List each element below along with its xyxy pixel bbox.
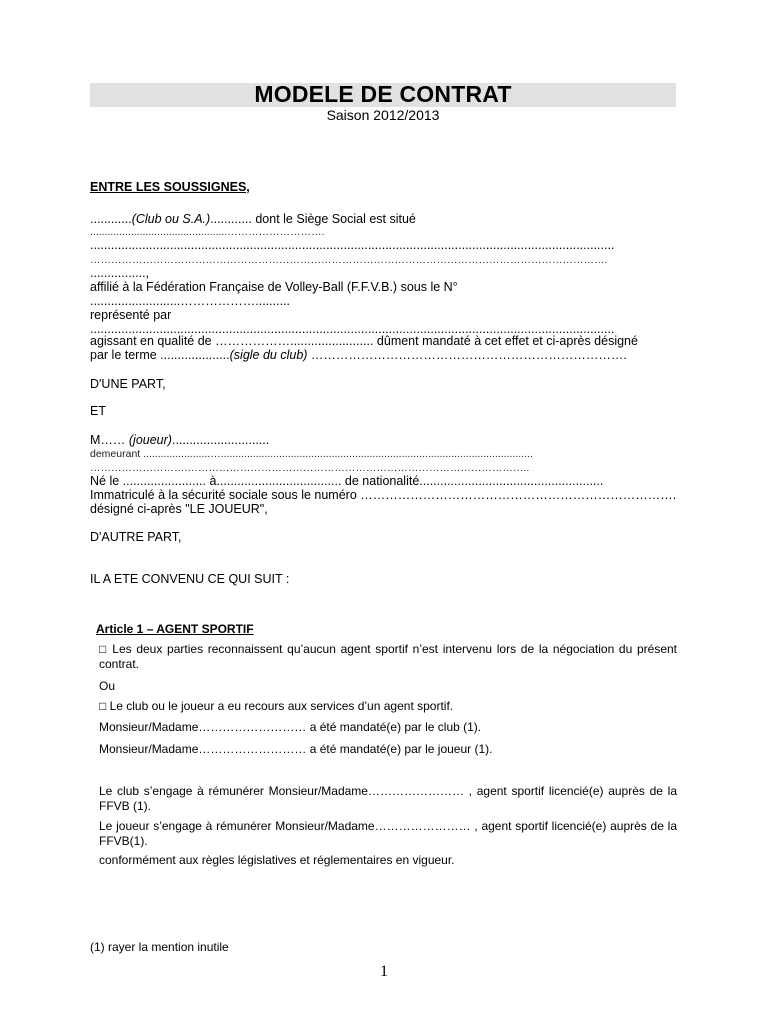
document-title: MODELE DE CONTRAT (254, 81, 512, 107)
term-prefix: par le terme .................... (90, 348, 230, 362)
affiliation-dots: ..........................……………….......... (90, 294, 291, 308)
acronym-placeholder: (sigle du club) (229, 348, 308, 362)
affiliation-text: affilié à la Fédération Française de Volley-Ball (F.F.V.B.) sous le N° (90, 280, 458, 294)
represented-dots: ....................................................................................................................................................... (90, 322, 615, 336)
residence-dots: ……………………….…………………………………………………………………………………….. (90, 462, 530, 474)
club-seat-text: ............ dont le Siège Social est situé (210, 212, 416, 226)
and-label: ET (90, 404, 106, 418)
season-subtitle: Saison 2012/2013 (326, 107, 440, 123)
agent-mandated-by-club: Monsieur/Madame……………………… a été mandaté(e) par le club (1). (99, 720, 482, 734)
or-label: Ou (99, 679, 116, 693)
page-number: 1 (380, 963, 388, 980)
club-pays-agent: Le club s’engage à rémunérer Monsieur/Madame…………………… , agent sportif licencié(e) auprès de la FFVB (1). (99, 784, 677, 813)
article-1-heading: Article 1 – AGENT SPORTIF (96, 622, 254, 636)
agent-mandated-by-player: Monsieur/Madame……………………… a été mandaté(e) par le joueur (1). (99, 742, 493, 756)
second-party-label: D'AUTRE PART, (90, 530, 182, 544)
social-security-line: Immatriculé à la sécurité sociale sous le numéro …………………………………………………………………. (90, 488, 677, 502)
club-line (90, 212, 416, 227)
dotted-line-4: ................, (90, 266, 150, 280)
dotted-line-3: …………………………………………………………………………………………………………………………………. (90, 254, 608, 266)
residence-line: demeurant .......................…........................................................................................................... (90, 448, 533, 460)
player-placeholder: (joueur) (128, 433, 172, 447)
term-suffix: …………………………………………………………………. (307, 348, 627, 362)
footnote: (1) rayer la mention inutile (90, 940, 229, 954)
player-designation: désigné ci-après "LE JOUEUR", (90, 502, 268, 516)
dotted-line-1: ...............................................………………………. (90, 226, 325, 238)
club-placeholder: (Club ou S.A.) (131, 212, 211, 226)
player-prefix: M…… (90, 433, 129, 447)
option-agent-used: □ Le club ou le joueur a eu recours aux services d’un agent sportif. (99, 699, 454, 713)
player-dots: ............................ (171, 433, 270, 447)
represented-text: représenté par (90, 308, 172, 322)
agreement-statement: IL A ETE CONVENU CE QUI SUIT : (90, 572, 290, 586)
club-dots-prefix: ............ (90, 212, 132, 226)
option-no-agent: □ Les deux parties reconnaissent qu’aucun agent sportif n’est intervenu lors de la négociation du présent contrat. (99, 642, 677, 671)
parties-heading: ENTRE LES SOUSSIGNES, (90, 180, 250, 194)
player-pays-agent: Le joueur s’engage à rémunérer Monsieur/Madame…………………… , agent sportif licencié(e) auprès de la FFVB(1). (99, 819, 677, 848)
acting-capacity-text: agissant en qualité de ………………........................ dûment mandaté à cet effet et ci-après désigné (90, 334, 638, 348)
dotted-line-2: ....................................................................................................................................................... (90, 238, 615, 252)
player-line (90, 433, 269, 448)
club-acronym-line (90, 348, 627, 363)
birth-line: Né le ........................ à.................................... de nationalité..................................................... (90, 474, 604, 488)
regulations-compliance: conformément aux règles législatives et réglementaires en vigueur. (99, 853, 455, 867)
first-party-label: D'UNE PART, (90, 377, 166, 391)
